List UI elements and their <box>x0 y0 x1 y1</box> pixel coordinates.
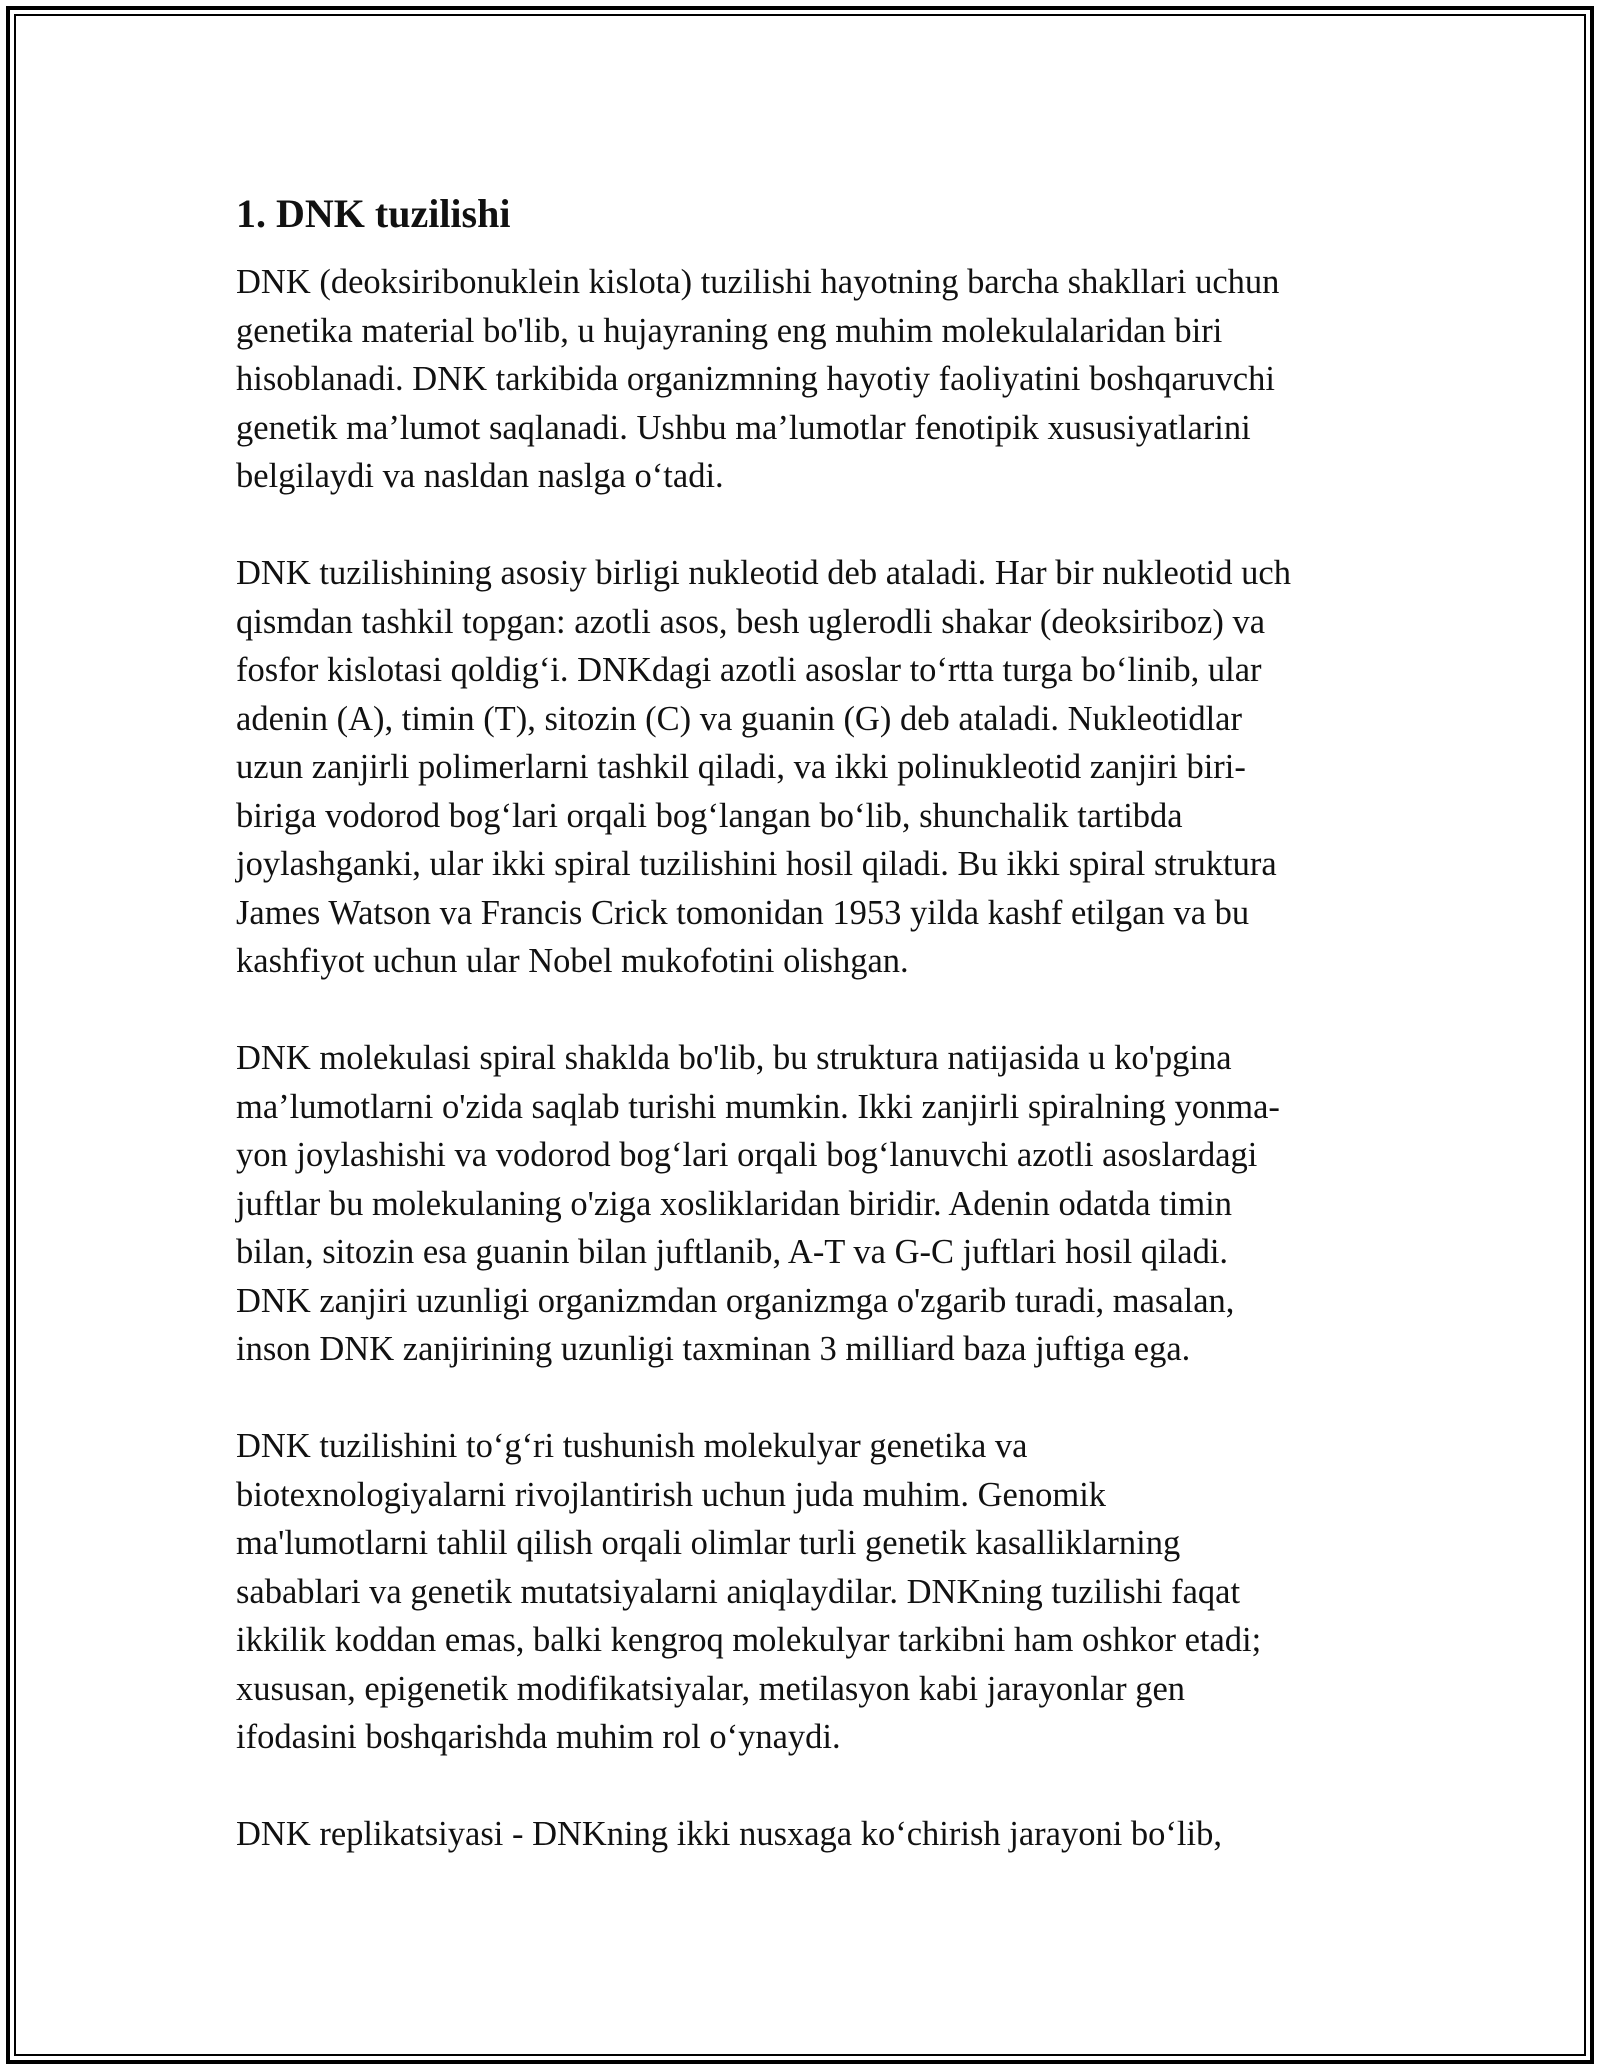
section-heading: 1. DNK tuzilishi <box>236 191 511 236</box>
text-line: ikkilik koddan emas, balki kengroq molekulyar tarkibni ham oshkor etadi; <box>236 1621 1262 1659</box>
text-line: sabablari va genetik mutatsiyalarni aniqlaydilar. DNKning tuzilishi faqat <box>236 1572 1241 1611</box>
paragraph-2 <box>236 549 1366 986</box>
paragraph-1 <box>236 258 1366 501</box>
text-line: juftlar bu molekulaning o'ziga xosliklaridan biridir. Adenin odatda timin <box>236 1184 1232 1223</box>
text-line: inson DNK zanjirining uzunligi taxminan 3 milliard baza juftiga ega. <box>236 1330 1191 1368</box>
paragraph-5 <box>236 1810 1366 1859</box>
text-line: DNK tuzilishining asosiy birligi nukleotid deb ataladi. Har bir nukleotid uch <box>236 554 1291 592</box>
text-line: DNK (deoksiribonuklein kislota) tuzilishi hayotning barcha shakllari uchun <box>236 263 1280 301</box>
text-line: adenin (A), timin (T), sitozin (C) va guanin (G) deb ataladi. Nukleotidlar <box>236 699 1242 738</box>
paragraph-3 <box>236 1034 1366 1374</box>
text-line: DNK molekulasi spiral shaklda bo'lib, bu struktura natijasida u ko'pgina <box>236 1039 1232 1077</box>
text-line: DNK replikatsiyasi - DNKning ikki nusxaga ko‘chirish jarayoni bo‘lib, <box>236 1815 1222 1853</box>
paragraph-4 <box>236 1422 1366 1762</box>
text-line: uzun zanjirli polimerlarni tashkil qiladi, va ikki polinukleotid zanjiri biri- <box>236 748 1246 786</box>
text-line: DNK tuzilishini to‘g‘ri tushunish molekulyar genetika va <box>236 1427 1028 1465</box>
text-line: belgilaydi va nasldan naslga o‘tadi. <box>236 457 724 495</box>
text-line: genetika material bo'lib, u hujayraning eng muhim molekulalaridan biri <box>236 311 1223 350</box>
text-line: James Watson va Francis Crick tomonidan 1953 yilda kashf etilgan va bu <box>236 893 1250 932</box>
text-line: genetik ma’lumot saqlanadi. Ushbu ma’lumotlar fenotipik xususiyatlarini <box>236 408 1251 447</box>
text-line: biotexnologiyalarni rivojlantirish uchun juda muhim. Genomik <box>236 1475 1107 1514</box>
text-line: kashfiyot uchun ular Nobel mukofotini olishgan. <box>236 942 909 980</box>
text-line: joylashganki, ular ikki spiral tuzilishini hosil qiladi. Bu ikki spiral struktura <box>236 845 1277 883</box>
text-line: ma'lumotlarni tahlil qilish orqali olimlar turli genetik kasalliklarning <box>236 1524 1181 1562</box>
text-line: biriga vodorod bog‘lari orqali bog‘langan bo‘lib, shunchalik tartibda <box>236 796 1183 835</box>
text-line: hisoblanadi. DNK tarkibida organizmning hayotiy faoliyatini boshqaruvchi <box>236 360 1275 398</box>
text-line: xususan, epigenetik modifikatsiyalar, metilasyon kabi jarayonlar gen <box>236 1669 1186 1708</box>
text-line: fosfor kislotasi qoldig‘i. DNKdagi azotli asoslar to‘rtta turga bo‘linib, ular <box>236 651 1262 689</box>
text-line: qismdan tashkil topgan: azotli asos, besh uglerodli shakar (deoksiriboz) va <box>236 602 1266 641</box>
text-line: ma’lumotlarni o'zida saqlab turishi mumkin. Ikki zanjirli spiralning yonma- <box>236 1087 1280 1126</box>
text-line: ifodasini boshqarishda muhim rol o‘ynaydi. <box>236 1718 841 1756</box>
document-body <box>236 188 1366 1907</box>
text-line: yon joylashishi va vodorod bog‘lari orqali bog‘lanuvchi azotli asoslardagi <box>236 1136 1258 1174</box>
text-line: bilan, sitozin esa guanin bilan juftlanib, A-T va G-C juftlari hosil qiladi. <box>236 1233 1229 1271</box>
text-line: DNK zanjiri uzunligi organizmdan organizmga o'zgarib turadi, masalan, <box>236 1281 1235 1320</box>
